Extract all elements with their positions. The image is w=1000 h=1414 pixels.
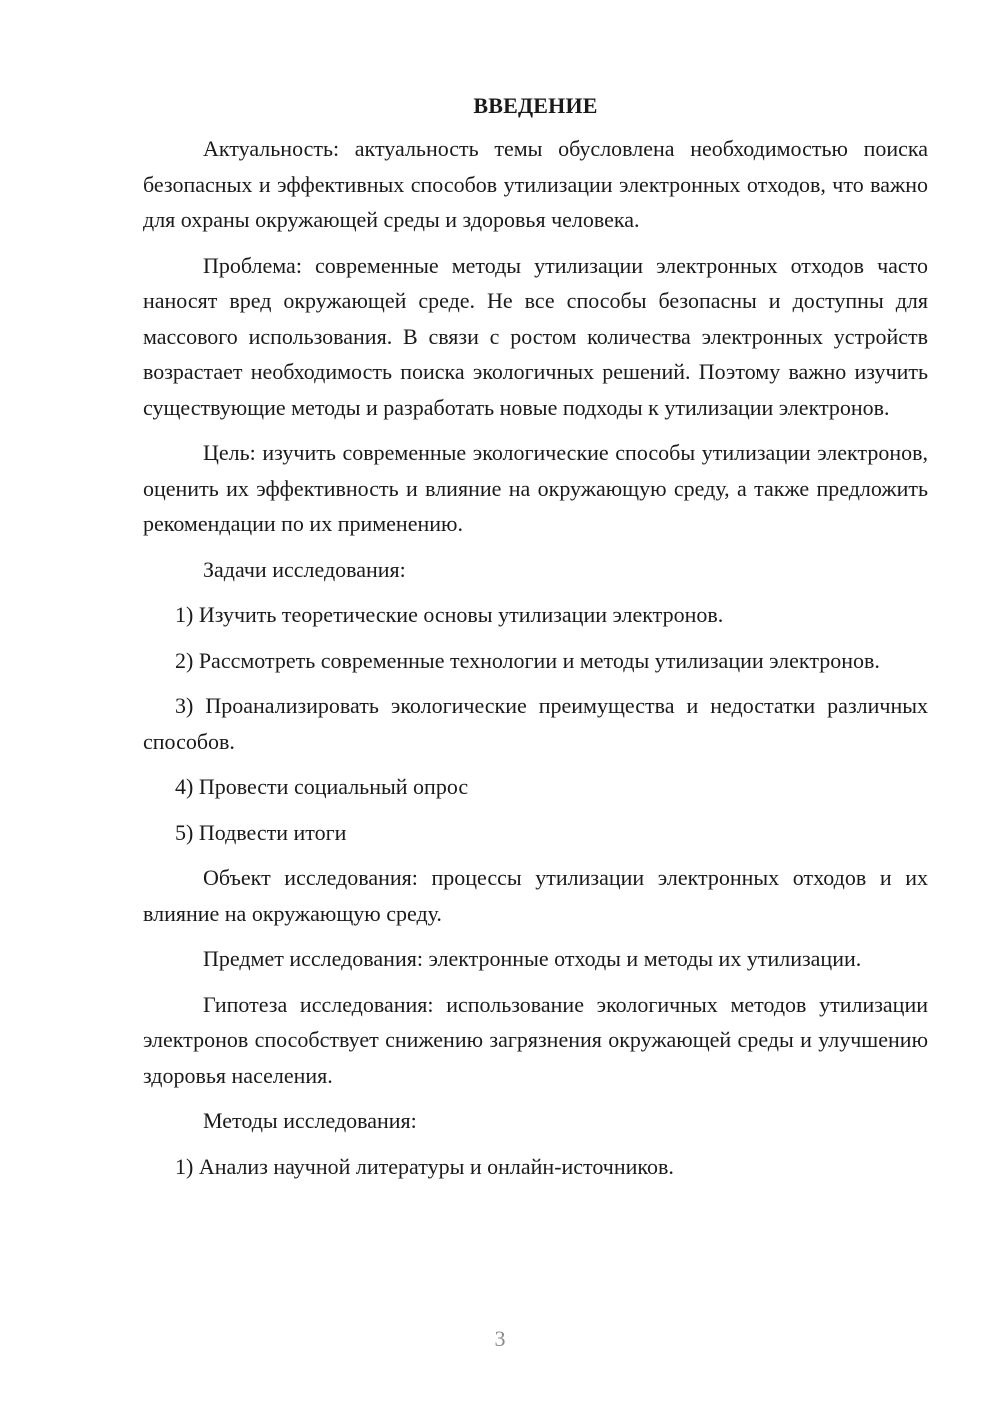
task-item: 2) Рассмотреть современные технологии и методы утилизации электронов. [175, 647, 880, 673]
task-item: 3) Проанализировать экологические преимущества и недостатки различных способов. [143, 693, 928, 754]
paragraph-problem: Проблема: современные методы утилизации электронных отходов часто наносят вред окружающей среде. Не все способы безопасны и доступны для массового использования. В связи с ростом количества электронных устройств возрастает необходимость поиска экологичных решений. Поэтому важно изучить существующие методы и разработать новые подходы к утилизации электронов. [143, 252, 928, 420]
paragraph-subject: Предмет исследования: электронные отходы и методы их утилизации. [203, 946, 862, 971]
paragraph-hypothesis: Гипотеза исследования: использование экологичных методов утилизации электронов способствует снижению загрязнения окружающей среды и улучшению здоровья населения. [143, 991, 928, 1088]
task-item: 5) Подвести итоги [175, 819, 347, 845]
task-item: 4) Провести социальный опрос [175, 774, 469, 799]
section-title: ВВЕДЕНИЕ [473, 93, 598, 118]
page-number: 3 [494, 1326, 506, 1351]
paragraph-goal: Цель: изучить современные экологические способы утилизации электронов, оценить их эффективность и влияние на окружающую среду, а также предложить рекомендации по их применению. [143, 440, 928, 536]
paragraph-methods-heading: Методы исследования: [203, 1108, 417, 1133]
task-item: 1) Изучить теоретические основы утилизации электронов. [175, 602, 724, 627]
method-item: 1) Анализ научной литературы и онлайн-источников. [175, 1153, 674, 1179]
paragraph-tasks-heading: Задачи исследования: [203, 556, 406, 582]
document-page [143, 88, 928, 1194]
paragraph-object: Объект исследования: процессы утилизации электронных отходов и их влияние на окружающую среду. [143, 865, 928, 926]
paragraph-relevance: Актуальность: актуальность темы обусловлена необходимостью поиска безопасных и эффективных способов утилизации электронных отходов, что важно для охраны окружающей среды и здоровья человека. [143, 136, 928, 232]
